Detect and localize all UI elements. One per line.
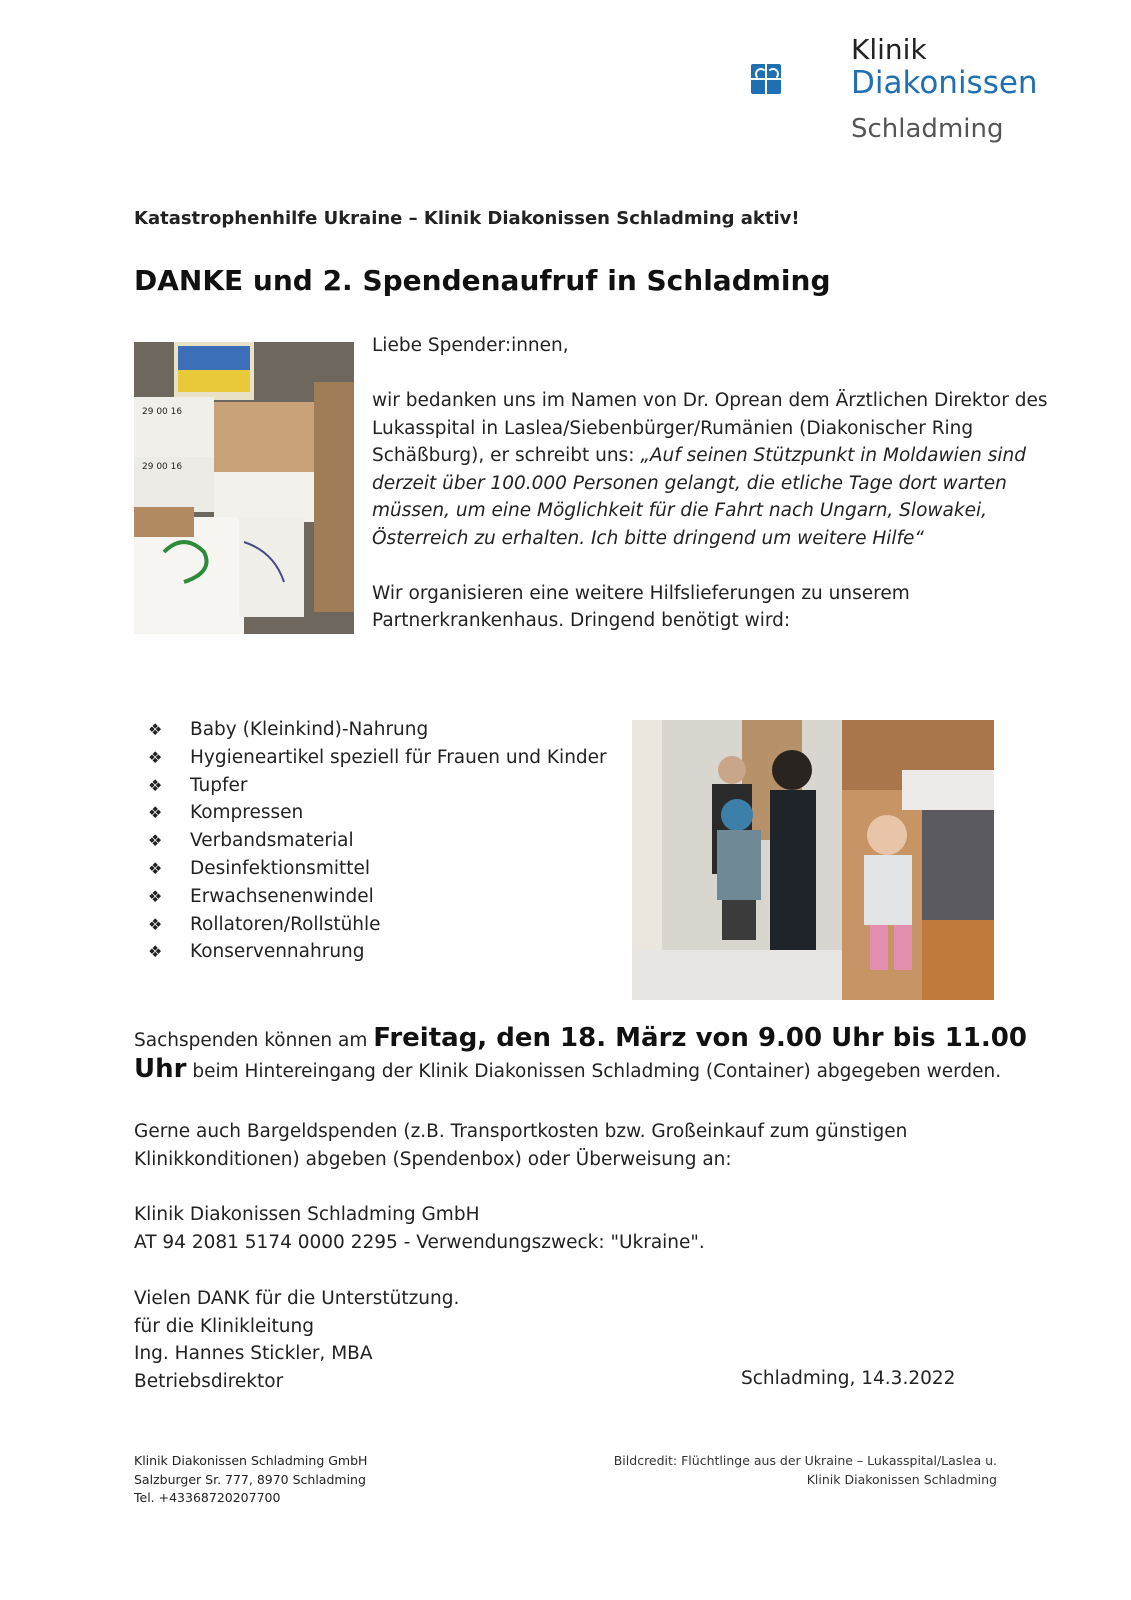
bank-account-name: Klinik Diakonissen Schladming GmbH [134, 1204, 480, 1225]
list-item [148, 855, 607, 883]
footer-address: Salzburger Sr. 777, 8970 Schladming [134, 1471, 366, 1487]
list-item [148, 883, 607, 911]
diamond-bullet-icon: ❖ [148, 775, 163, 795]
diamond-bullet-icon: ❖ [148, 747, 163, 767]
diamond-bullet-icon: ❖ [148, 914, 163, 934]
list-item [148, 911, 607, 939]
list-item-label: Tupfer [190, 774, 248, 796]
footer-photo-credit [582, 1452, 997, 1489]
dropoff-paragraph [134, 1024, 1054, 1086]
diamond-bullet-icon: ❖ [148, 803, 163, 823]
logo-line-diakonissen: Diakonissen [851, 65, 1038, 101]
list-item [148, 716, 607, 744]
list-item [148, 799, 607, 827]
signoff-thanks: Vielen DANK für die Unterstützung. [134, 1288, 460, 1309]
diamond-bullet-icon: ❖ [148, 831, 163, 851]
list-item [148, 827, 607, 855]
dropoff-time-highlight: Freitag, den 18. März von 9.00 Uhr bis 11.00 Uhr [134, 1023, 1027, 1084]
list-item-label: Kompressen [190, 802, 304, 824]
credit-line-2: Klinik Diakonissen Schladming [806, 1471, 997, 1487]
list-item-label: Rollatoren/Rollstühle [190, 913, 381, 935]
cash-donation-paragraph: Gerne auch Bargeldspenden (z.B. Transportkosten bzw. Großeinkauf zum günstigen Klinikkonditionen) abgeben (Spendenbox) oder Überweisung an: [134, 1121, 908, 1170]
dropoff-after: beim Hintereingang der Klinik Diakonissen Schladming (Container) abgegeben werden. [186, 1061, 1002, 1082]
quote-text: „Auf seinen Stützpunkt in Moldawien sind derzeit über 100.000 Personen gelangt, die etliche Tage dort warten müssen, um eine Möglichkeit für die Fahrt nach Ungarn, Slowakei, Österreich zu erhalten. Ich bitte dringend um weitere Hilfe“ [372, 445, 1027, 549]
list-item-label: Konservennahrung [190, 941, 365, 963]
footer-phone: Tel. +43368720207700 [134, 1490, 281, 1505]
page-title: DANKE und 2. Spendenaufruf in Schladming [134, 264, 831, 297]
bank-details [134, 1201, 1034, 1256]
signoff-title: Betriebsdirektor [134, 1370, 284, 1392]
refugees-photo [632, 720, 994, 1000]
footer-company: Klinik Diakonissen Schladming GmbH [134, 1453, 368, 1468]
diamond-bullet-icon: ❖ [148, 942, 163, 962]
diamond-bullet-icon: ❖ [148, 720, 163, 739]
signoff-for: für die Klinikleitung [134, 1315, 314, 1337]
thanks-text: wir bedanken uns im Namen von Dr. Oprean dem Ärztlichen Direktor des Lukasspital in Laslea/Siebenbürger/Rumänien (Diakonischer Ring Schäßburg), er schreibt uns: [372, 390, 1048, 466]
list-item-label: Erwachsenenwindel [190, 885, 374, 907]
list-item [148, 772, 607, 800]
signoff-name: Ing. Hannes Stickler, MBA [134, 1343, 373, 1364]
list-item-label: Verbandsmaterial [190, 830, 354, 852]
diamond-bullet-icon: ❖ [148, 886, 163, 906]
credit-line-1: Bildcredit: Flüchtlinge aus der Ukraine – Lukasspital/Laslea u. [613, 1453, 997, 1468]
diamond-bullet-icon: ❖ [148, 858, 163, 878]
footer-company-info [134, 1452, 367, 1508]
list-item [148, 744, 607, 772]
logo-line-klinik: Klinik [851, 33, 927, 66]
svg-text:29 00 16: 29 00 16 [142, 407, 183, 417]
place-date: Schladming, 14.3.2022 [741, 1368, 956, 1389]
logo-icon [751, 64, 781, 94]
list-item-label: Baby (Kleinkind)-Nahrung [190, 719, 429, 740]
list-item-label: Desinfektionsmittel [190, 857, 371, 879]
intro-text [372, 332, 1072, 662]
needs-list [148, 716, 607, 966]
svg-text:29 00 16: 29 00 16 [142, 462, 183, 472]
bank-iban: AT 94 2081 5174 0000 2295 - Verwendungszweck: "Ukraine". [134, 1231, 705, 1253]
salutation: Liebe Spender:innen, [372, 335, 569, 356]
dropoff-before: Sachspenden können am [134, 1030, 374, 1051]
logo-line-schladming: Schladming [851, 114, 1004, 144]
list-item [148, 938, 607, 966]
thanks-paragraph [372, 387, 1072, 552]
list-item-label: Hygieneartikel speziell für Frauen und Kinder [190, 746, 607, 768]
donation-boxes-photo [134, 342, 354, 634]
kicker-heading: Katastrophenhilfe Ukraine – Klinik Diakonissen Schladming aktiv! [134, 208, 800, 229]
request-paragraph: Wir organisieren eine weitere Hilfslieferungen zu unserem Partnerkrankenhaus. Dringend benötigt wird: [372, 582, 910, 631]
